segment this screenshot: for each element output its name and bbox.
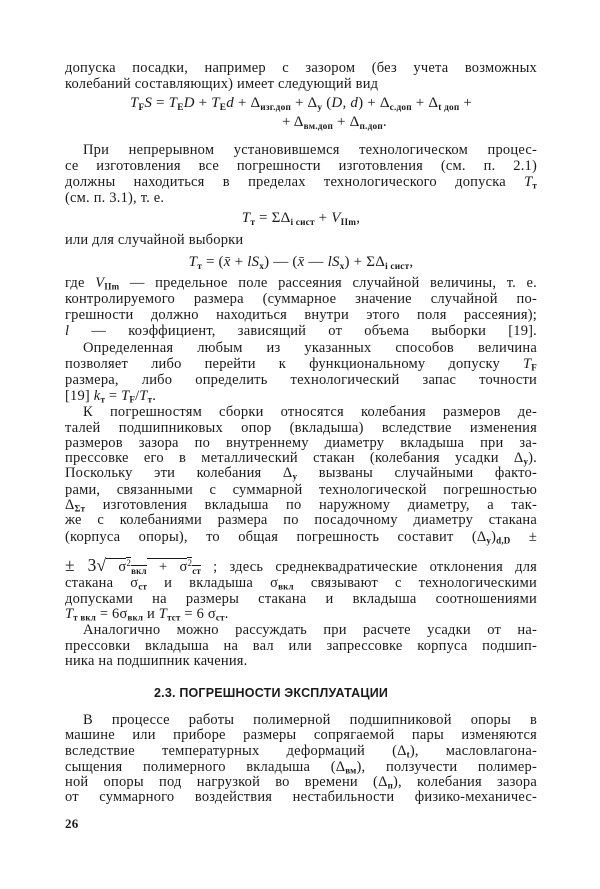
text-line xyxy=(65,575,537,591)
text-segment: ± xyxy=(510,529,537,545)
text-line xyxy=(65,420,537,436)
section-heading xyxy=(65,685,537,701)
text-segment: связывают с технологическими xyxy=(293,575,537,591)
text-segment: т xyxy=(100,394,106,405)
text-segment: + Δ xyxy=(282,114,304,130)
text-segment: F xyxy=(129,394,136,405)
text-segment: ной опоры под нагрузкой во времени (Δ xyxy=(65,774,388,790)
text-segment: т xyxy=(532,180,537,191)
text-segment: т xyxy=(147,394,153,405)
text-segment: п.доп xyxy=(359,121,383,132)
text-segment: машине или приборе размеры сопрягаемой пары изменяются xyxy=(65,727,537,743)
text-segment: D xyxy=(183,95,195,111)
text-segment: ст xyxy=(138,581,148,592)
text-segment: T xyxy=(121,388,130,404)
text-segment: При непрерывном установившемся технологическом процес- xyxy=(83,142,537,158)
text-segment: ), ползучести полимер- xyxy=(356,759,537,775)
text-segment: Определенная любым из указанных способов величина xyxy=(83,340,537,356)
text-segment: т вкл xyxy=(73,612,96,623)
text-segment: d,D xyxy=(496,535,511,546)
text-segment: тст xyxy=(167,612,181,623)
text-segment: изготовления вкладыша по наружному диаметру, а так- xyxy=(85,497,537,513)
text-segment: , xyxy=(356,210,361,226)
text-segment: V xyxy=(95,275,105,291)
text-line xyxy=(65,638,537,654)
text-segment: ) + ΣΔ xyxy=(344,254,386,270)
text-segment: талей подшипниковых опор (вкладыша) вследствие изменения xyxy=(65,420,537,436)
text-segment: вкл xyxy=(127,612,144,623)
text-segment: — xyxy=(304,254,328,270)
text-segment: T xyxy=(158,606,168,622)
text-segment: Σт xyxy=(74,503,86,514)
text-line xyxy=(65,591,537,607)
page-number xyxy=(65,816,537,832)
text-line xyxy=(65,158,537,174)
text-line xyxy=(65,275,537,291)
text-segment: T xyxy=(129,95,139,111)
text-segment: — предельное поле рассеяния случайной величины, т. е. xyxy=(119,275,538,291)
text-segment: вызваны случайными факто- xyxy=(297,465,537,481)
text-segment: позволяет либо перейти к функциональному допуску xyxy=(65,356,524,372)
text-segment: + Δ xyxy=(233,95,261,111)
text-segment: вм xyxy=(345,765,357,776)
text-segment: V xyxy=(331,210,341,226)
text-segment: ) — ( xyxy=(264,254,298,270)
formula-tolerance-fit-cont xyxy=(65,114,537,130)
text-segment: ), колебания зазора xyxy=(393,774,538,790)
text-segment: (см. п. 3.1), т. е. xyxy=(65,190,165,206)
text-segment: / xyxy=(135,388,140,404)
text-segment: стакана σ xyxy=(65,575,139,591)
text-segment: у xyxy=(486,535,492,546)
text-segment: t xyxy=(406,749,410,760)
text-line xyxy=(65,142,537,158)
text-segment: IIm xyxy=(340,217,357,228)
text-segment: т xyxy=(197,261,202,272)
text-segment: E xyxy=(177,102,184,113)
text-segment: грешности должно находиться внутри этого поля рассеяния); xyxy=(65,307,537,323)
text-segment: d xyxy=(226,95,234,111)
text-line xyxy=(65,774,537,790)
text-segment: + xyxy=(230,254,248,270)
text-line xyxy=(65,450,537,466)
text-line xyxy=(65,323,537,339)
text-segment: вкл xyxy=(278,581,294,592)
text-line xyxy=(65,232,537,248)
text-line xyxy=(65,653,537,669)
text-segment: k xyxy=(93,388,101,404)
text-segment: или для случайной выборки xyxy=(65,232,244,248)
text-segment: от суммарного воздействия нестабильности физико-механичес- xyxy=(65,789,537,805)
text-segment: с.доп xyxy=(389,102,412,113)
text-segment: вкл xyxy=(131,565,147,576)
text-segment: ника на подшипник качения. xyxy=(65,653,248,669)
text-segment: ) xyxy=(491,529,497,545)
text-segment: T xyxy=(211,95,220,111)
text-segment: В процессе работы полимерной подшипниковой опоры в xyxy=(83,712,537,728)
text-segment: T xyxy=(65,606,74,622)
text-segment: ± 3√ xyxy=(65,555,107,575)
text-line xyxy=(65,512,537,528)
text-segment: должны находиться в пределах технологического допуска xyxy=(65,174,525,190)
text-segment: i сист xyxy=(385,261,410,272)
text-segment: T xyxy=(524,174,533,190)
text-segment: + Δ xyxy=(291,95,318,111)
text-segment: + Δ xyxy=(333,114,360,130)
text-segment: . xyxy=(152,388,157,404)
text-line xyxy=(65,76,537,92)
text-segment: x xyxy=(339,261,345,272)
text-segment: ), масловлагона- xyxy=(409,743,537,759)
text-line xyxy=(65,307,537,323)
text-segment: x̄ xyxy=(297,254,305,270)
text-segment: . xyxy=(382,114,387,130)
text-segment: x̄ xyxy=(223,254,231,270)
text-segment: у xyxy=(317,102,323,113)
text-segment: T xyxy=(139,388,148,404)
text-segment: же с колебаниями размера по посадочному диаметру стакана xyxy=(65,512,537,528)
text-segment: = xyxy=(152,95,169,111)
text-segment: D, d xyxy=(331,95,359,111)
text-segment: ( xyxy=(322,95,332,111)
text-segment: Δ xyxy=(65,497,75,513)
text-segment: i сист xyxy=(290,217,315,228)
text-segment: допуска посадки, например с зазором (без учета возможных xyxy=(65,60,537,76)
text-line xyxy=(65,482,537,498)
text-segment: T xyxy=(168,95,178,111)
text-line xyxy=(65,555,538,576)
text-segment: К погрешностям сборки относятся колебания размеров де- xyxy=(83,404,537,420)
text-segment: F xyxy=(138,102,145,113)
text-line xyxy=(65,712,537,728)
text-segment: 26 xyxy=(65,816,79,831)
text-segment: . xyxy=(224,606,229,622)
text-segment: прессовке его в металлический стакан (колебания усадки Δ xyxy=(65,450,524,466)
text-segment: п xyxy=(387,780,393,791)
text-segment: T xyxy=(523,356,532,372)
text-segment: изг.доп xyxy=(260,102,291,113)
text-segment: lS xyxy=(327,254,340,270)
text-segment: допусками на размеры стакана и вкладыша соотношениями xyxy=(65,591,537,607)
text-segment: се изготовления все погрешности изготовления (см. п. 2.1) xyxy=(65,158,537,174)
text-segment: колебаний составляющих) имеет следующий вид xyxy=(65,76,379,92)
text-segment: t доп xyxy=(438,102,460,113)
text-line xyxy=(65,356,537,372)
text-segment: = ( xyxy=(202,254,224,270)
text-line xyxy=(65,727,537,743)
text-segment: E xyxy=(219,102,227,113)
text-segment: x xyxy=(259,261,265,272)
text-segment: ст xyxy=(192,565,201,576)
text-line xyxy=(65,743,537,759)
text-segment: где xyxy=(65,275,96,291)
text-segment: = 6 σ xyxy=(180,606,216,622)
text-segment: [19] xyxy=(65,388,94,404)
text-segment: ; здесь среднеквадратические отклонения для xyxy=(201,559,538,575)
text-line xyxy=(65,388,537,404)
text-segment: T xyxy=(241,210,251,226)
text-line xyxy=(65,622,537,638)
text-line xyxy=(65,340,537,356)
text-segment: т xyxy=(250,217,256,228)
text-segment: S xyxy=(144,95,153,111)
text-segment: ). xyxy=(528,450,537,466)
text-segment: + Δ xyxy=(411,95,439,111)
text-line xyxy=(65,60,537,76)
text-segment: рами, связанными с суммарной технологической погрешностью xyxy=(65,482,537,498)
text-segment: у xyxy=(523,456,529,467)
text-segment: контролируемого размера (суммарное значение случайной по- xyxy=(65,291,537,307)
text-segment: и вкладыша σ xyxy=(147,575,279,591)
text-segment: (корпуса опоры), то общая погрешность составит (Δ xyxy=(65,529,487,545)
formula-tolerance-fit xyxy=(65,95,537,111)
text-segment: — коэффициент, зависящий от объема выборки [19]. xyxy=(69,323,537,339)
text-segment: + xyxy=(459,95,473,111)
text-segment: размера, либо определить технологический запас точности xyxy=(65,372,537,388)
text-line xyxy=(65,529,537,545)
text-segment: 2.3. ПОГРЕШНОСТИ ЭКСПЛУАТАЦИИ xyxy=(154,686,389,700)
text-segment: σ xyxy=(106,559,127,575)
text-segment: + xyxy=(194,95,212,111)
text-segment: и xyxy=(143,606,159,622)
text-segment: Аналогично можно рассуждать при расчете усадки от на- xyxy=(83,622,537,638)
text-segment: F xyxy=(531,362,537,373)
formula-tech-tolerance xyxy=(65,210,537,226)
text-line xyxy=(65,759,537,775)
text-line xyxy=(65,789,537,805)
text-segment: = ΣΔ xyxy=(255,210,291,226)
text-segment: сыщения полимерного вкладыша (Δ xyxy=(65,759,346,775)
text-segment: вм.доп xyxy=(303,121,334,132)
text-segment: размеров зазора по внутреннему диаметру вкладыша при за- xyxy=(65,435,537,451)
text-segment: прессовки вкладыша на вал или запрессовке корпуса подшип- xyxy=(65,638,537,654)
text-segment: l xyxy=(65,323,70,339)
text-segment: + xyxy=(314,210,332,226)
text-line xyxy=(65,435,537,451)
text-line xyxy=(65,190,537,206)
text-segment: T xyxy=(188,254,198,270)
text-segment: 2 xyxy=(187,558,193,569)
text-line xyxy=(65,291,537,307)
text-segment: Поскольку эти колебания Δ xyxy=(65,465,293,481)
text-line xyxy=(65,372,537,388)
text-segment: = xyxy=(105,388,122,404)
text-line xyxy=(65,465,537,481)
text-line xyxy=(65,497,537,513)
text-segment: вследствие температурных деформаций (Δ xyxy=(65,743,407,759)
text-line xyxy=(65,404,537,420)
text-line xyxy=(65,174,537,190)
text-segment: lS xyxy=(247,254,260,270)
text-segment: IIm xyxy=(104,281,120,292)
text-segment: + σ xyxy=(146,559,188,575)
text-line xyxy=(65,606,537,622)
text-segment: ст xyxy=(215,612,225,623)
formula-random-sample xyxy=(65,254,537,270)
text-segment: у xyxy=(292,471,298,482)
text-segment: = 6σ xyxy=(96,606,128,622)
text-segment: ) + Δ xyxy=(358,95,390,111)
text-segment: , xyxy=(409,254,414,270)
text-segment: 2 xyxy=(126,558,132,569)
